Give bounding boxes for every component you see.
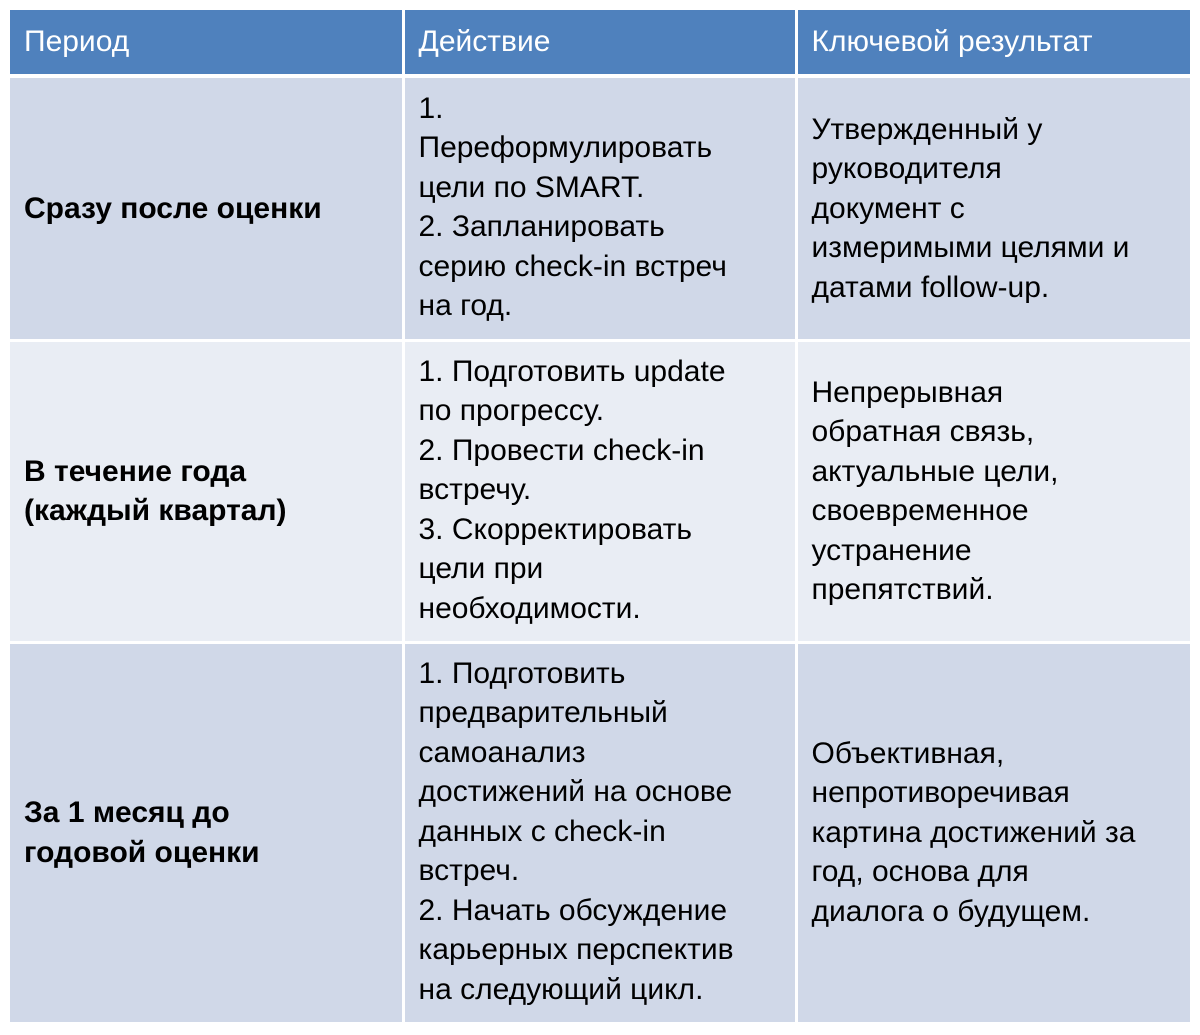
result-line: устранение xyxy=(811,533,972,567)
action-line: на год. xyxy=(418,289,513,323)
action-line: достижений на основе xyxy=(418,775,733,809)
result-line: Утвержденный у xyxy=(811,112,1043,146)
result-line: Непрерывная xyxy=(811,375,1004,409)
period-line: Сразу после оценки xyxy=(24,191,322,225)
period-line: В течение года xyxy=(24,454,247,488)
action-cell xyxy=(403,340,796,642)
header-action: Действие xyxy=(403,10,796,76)
result-line: измеримыми целями и xyxy=(811,231,1130,264)
header-result: Ключевой результат xyxy=(796,10,1190,76)
period-cell xyxy=(10,340,403,642)
action-line: карьерных перспектив xyxy=(418,933,734,967)
result-line: картина достижений за xyxy=(811,815,1136,849)
result-line: документ с xyxy=(811,191,965,225)
result-line: препятствий. xyxy=(811,573,994,606)
result-cell xyxy=(796,642,1190,1023)
action-line: 2. Начать обсуждение xyxy=(418,893,728,927)
action-line: цели по SMART. xyxy=(418,170,645,204)
result-line: обратная связь, xyxy=(811,415,1035,448)
action-line: встречу. xyxy=(418,473,532,507)
action-line: встреч. xyxy=(418,854,520,888)
table-row xyxy=(10,340,1190,642)
action-line: 1. xyxy=(418,91,444,125)
action-line: на следующий цикл. xyxy=(418,972,704,1006)
action-line: цели при xyxy=(418,552,544,586)
result-cell xyxy=(796,340,1190,642)
period-line: годовой оценки xyxy=(24,835,260,869)
action-line: 3. Скорректировать xyxy=(418,512,693,546)
action-line: Переформулировать xyxy=(418,131,713,165)
table-row xyxy=(10,642,1190,1023)
result-line: непротиворечивая xyxy=(811,776,1070,810)
action-line: 1. Подготовить update xyxy=(418,354,726,388)
result-line: год, основа для xyxy=(811,855,1029,889)
action-line: серию check-in встреч xyxy=(418,249,727,283)
action-line: данных с check-in xyxy=(418,814,666,848)
header-period: Период xyxy=(10,10,403,76)
period-cell xyxy=(10,642,403,1023)
action-line: 2. Провести check-in xyxy=(418,433,705,467)
period-line: (каждый квартал) xyxy=(24,494,287,527)
table-row xyxy=(10,76,1190,340)
action-cell xyxy=(403,76,796,340)
action-line: самоанализ xyxy=(418,735,586,769)
action-line: необходимости. xyxy=(418,591,641,625)
action-line: 1. Подготовить xyxy=(418,656,626,690)
period-cell xyxy=(10,76,403,340)
period-line: За 1 месяц до xyxy=(24,796,230,829)
result-line: Объективная, xyxy=(811,736,1005,770)
action-line: 2. Запланировать xyxy=(418,210,665,244)
result-line: актуальные цели, xyxy=(811,454,1059,488)
action-plan-table xyxy=(10,10,1190,1025)
action-cell xyxy=(403,642,796,1023)
header-row xyxy=(10,10,1190,76)
result-cell xyxy=(796,76,1190,340)
action-line: предварительный xyxy=(418,696,668,730)
result-line: диалога о будущем. xyxy=(811,894,1091,928)
result-line: своевременное xyxy=(811,494,1029,527)
result-line: руководителя xyxy=(811,152,1002,185)
result-line: датами follow-up. xyxy=(811,270,1050,304)
action-line: по прогрессу. xyxy=(418,394,605,428)
